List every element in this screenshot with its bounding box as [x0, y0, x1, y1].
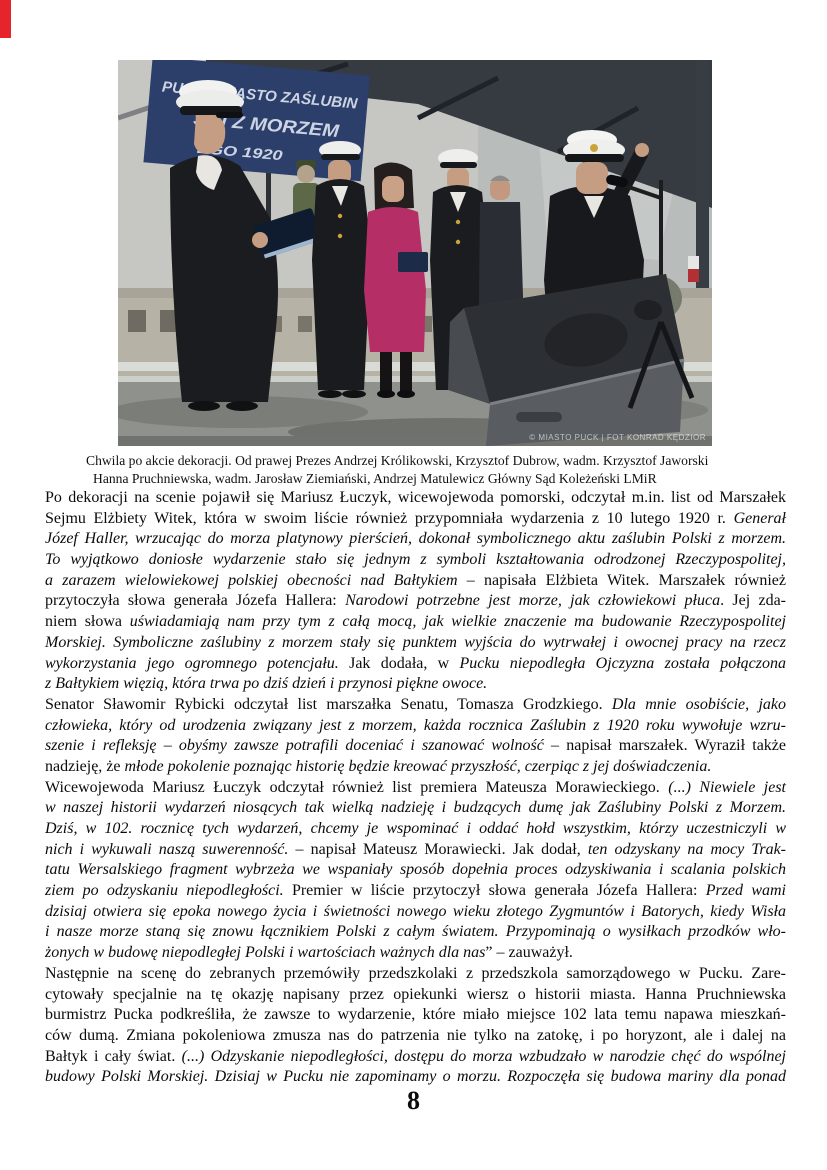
- body-segment-italic: człowieka, który od urodzenia związany jest z morzem, każda rocznica Zaślubin z 1920 roku wywołuje wzru-: [45, 716, 786, 734]
- body-segment-italic: szenie i refleksję – obyśmy zawsze potrafili doceniać i szanować wolność: [45, 737, 544, 755]
- body-segment: Po dekoracji na scenie pojawił się Mariusz Łuczyk, wicewojewoda pomorski, odczytał m.in. list od Marszałek: [45, 489, 786, 506]
- body-segment-italic: (...) Niewiele jest: [668, 778, 787, 796]
- body-segment-italic: Dziś, w 102. rocznicę tych wydarzeń, chcemy je wspominać i oddać hołd wszystkim, którzy uczestniczyli w: [45, 820, 786, 837]
- body-line: [45, 736, 786, 757]
- body-line: [45, 1067, 786, 1088]
- banner-text-line3: EGO 1920: [196, 139, 264, 162]
- body-segment-italic: uświadamiają nam przy tym z całą mocą, jak wielkie znaczenie ma budowanie Rzeczypospolitej: [129, 613, 786, 631]
- body-segment: przytoczyła słowa generała Józefa Hallera:: [45, 592, 346, 610]
- hand: [252, 232, 268, 248]
- caption-line-2: Hanna Pruchniewska, wadm. Jarosław Ziemiański, Andrzej Matulewicz Główny Sąd Koleżeński LMiR: [93, 470, 657, 486]
- body-line: [45, 674, 786, 695]
- article-body: [45, 488, 786, 1088]
- body-segment: cytowały specjalnie na tę okazję napisany przez opiekunki wiersz o historii miasta. Hanna Pruchniewska: [45, 985, 786, 1003]
- face: [576, 162, 608, 194]
- body-segment-italic: To wyjątkowo doniosłe wydarzenie stało się jednym z symboli kształtowania odrodzonej Rzeczypospolitej,: [45, 551, 786, 569]
- hand: [635, 143, 649, 157]
- face: [382, 176, 404, 202]
- body-line: [45, 509, 786, 530]
- body-line: [45, 757, 786, 778]
- magenta-coat: [364, 207, 426, 352]
- body-segment-italic: w naszej historii wydarzeń niosących tak wielką nadzieję i budzących dumę jak Zaślubiny Polski z Morzem.: [45, 799, 786, 817]
- body-segment-italic: dzisiaj otwiera się epoka nowego życia i świetności nowego wieku złotego Zygmuntów i Batorych, kiedy Wisła: [45, 902, 786, 920]
- body-segment-italic: (...) Odzyskanie niepodległości, dostępu do morza wzbudzało w narodzie chęć do wspólnej: [181, 1047, 787, 1065]
- body-segment-italic: budowy Polski Morskiej. Dzisiaj w Pucku nie zapominamy o morzu. Rozpoczęła się budowa mariny dla ponad: [45, 1068, 786, 1086]
- body-segment: niem słowa: [45, 613, 130, 631]
- red-corner-mark: [0, 0, 11, 38]
- body-segment: Sejmu Elżbiety Witek, która w swoim liście również przypomniała wydarzenia z 10 lutego 1920 r.: [45, 509, 734, 527]
- body-segment-italic: Dla mnie osobiście, jako: [611, 695, 786, 713]
- body-line: [45, 985, 786, 1006]
- body-line: [45, 1026, 786, 1047]
- body-segment-italic: Pucku niepodległa Ojczyzna została połączona: [459, 654, 787, 672]
- body-segment-italic: tatu Wersalskiego fragment wybrzeża we wspaniały sposób dopełnia proces odzyskiwania i scalania polskich: [45, 861, 786, 879]
- body-line: [45, 591, 786, 612]
- body-segment-italic: młode pokolenie poznając historię będzie kreować przyszłość, czerpiąc z jej doświadczenia.: [124, 757, 712, 775]
- body-line: [45, 922, 786, 943]
- body-line: [45, 654, 786, 675]
- body-line: [45, 881, 786, 902]
- body-segment-italic: ziem po odzyskaniu niepodległości.: [45, 882, 284, 900]
- body-line: [45, 612, 786, 633]
- banner-text-line2: SKI Z MORZEM: [192, 108, 325, 140]
- body-segment-italic: Generał: [733, 509, 786, 527]
- body-segment-italic: Józef Haller, wrzucając do morza platynowy pierścień, dokonał symbolicznego aktu zaślubin Polski z morzem.: [45, 530, 786, 548]
- body-segment: Następnie na scenę do zebranych przemówiły przedszkolaki z przedszkola samorządowego w Pucku. Zare-: [45, 964, 786, 982]
- body-line: [45, 1047, 786, 1068]
- body-segment: Bałtyk i cały świat.: [45, 1047, 182, 1065]
- body-segment: nadzieję, że: [45, 757, 125, 775]
- body-segment-italic: Narodowi potrzebne jest morze, jak człowiekowi płuca: [345, 592, 721, 610]
- body-line: [45, 550, 786, 571]
- body-segment: ców dumą. Zmiana pokoleniowa zmusza nas do patrzenia nie tylko na zatokę, i po horyzont, ale i dalej na: [45, 1026, 786, 1044]
- ceremony-photo: [118, 60, 712, 446]
- body-line: [45, 1005, 786, 1026]
- body-line: [45, 798, 786, 819]
- body-segment: Jak dodała, w: [338, 654, 460, 672]
- body-line: [45, 943, 786, 964]
- body-segment: . Jej zda-: [720, 592, 787, 610]
- body-segment: – napisała Elżbieta Witek. Marszałek również: [457, 571, 786, 589]
- body-segment: Premier w liście przytoczył słowa generała Józefa Hallera:: [283, 882, 706, 900]
- body-line: [45, 488, 786, 509]
- body-segment-italic: i nasze morze staną się znowu łącznikiem Polski z całym światem. Przypominają o wysiłkach przodków wło-: [45, 923, 786, 941]
- body-line: [45, 778, 786, 799]
- body-segment-italic: ten odzyskany na mocy Trak-: [587, 840, 787, 858]
- body-line: [45, 633, 786, 654]
- body-line: [45, 571, 786, 592]
- ceremony-photo-illustration: [118, 60, 712, 446]
- body-segment: burmistrz Pucka podkreśliła, że zawsze to wydarzenie, które miało miejsce 102 lata temu napawa mieszkań-: [45, 1006, 786, 1024]
- body-segment-italic: żonych w budowę niepodległej Polski i wartościach ważnych dla nas: [45, 944, 486, 962]
- body-segment-italic: nich i wykuwali naszą suwerenność.: [45, 840, 289, 858]
- photo-caption: [86, 452, 766, 487]
- body-line: [45, 819, 786, 840]
- body-segment: Wicewojewoda Mariusz Łuczyk odczytał również list premiera Mateusza Morawieckiego.: [45, 778, 669, 796]
- body-line: [45, 840, 786, 861]
- body-line: [45, 902, 786, 923]
- blue-folder: [398, 252, 428, 272]
- body-line: [45, 964, 786, 985]
- monitor-handle: [516, 412, 562, 422]
- body-line: [45, 716, 786, 737]
- body-line: [45, 529, 786, 550]
- body-segment-italic: Przed wami: [705, 882, 786, 900]
- body-segment: Senator Sławomir Rybicki odczytał list marszałka Senatu, Tomasza Grodzkiego.: [45, 695, 612, 713]
- body-segment-italic: Morskiej. Symboliczne zaślubiny z morzem stały się punktem wyjścia do wytrwałej i owocnej pracy na rzecz: [45, 633, 786, 651]
- body-segment: ” – zauważył.: [485, 944, 573, 962]
- body-segment-italic: a zarazem wielowiekowej polskiej obecności nad Bałtykiem: [45, 571, 458, 589]
- body-segment: – napisał marszałek. Wyraził także: [543, 737, 787, 755]
- body-segment-italic: z Bałtykiem więzią, która trwa po dziś dzień i przynosi piękne owoce.: [45, 675, 488, 693]
- polish-flag: [688, 256, 699, 269]
- body-line: [45, 860, 786, 881]
- banner-text-line1: PUCK - MIASTO ZAŚLUBIN: [161, 78, 356, 113]
- page-number: 8: [407, 1086, 420, 1115]
- face: [490, 178, 510, 200]
- caption-line-1: Chwila po akcie dekoracji. Od prawej Prezes Andrzej Królikowski, Krzysztof Dubrow, wadm. Krzysztof Jaworski: [86, 453, 709, 468]
- body-line: [45, 695, 786, 716]
- photo-watermark: © MIASTO PUCK | FOT KONRAD KĘDZIOR: [529, 433, 706, 442]
- body-segment: – napisał Mateusz Morawiecki. Jak dodał,: [288, 840, 588, 858]
- body-segment-italic: wykorzystania jego ogromnego potencjału.: [45, 654, 339, 672]
